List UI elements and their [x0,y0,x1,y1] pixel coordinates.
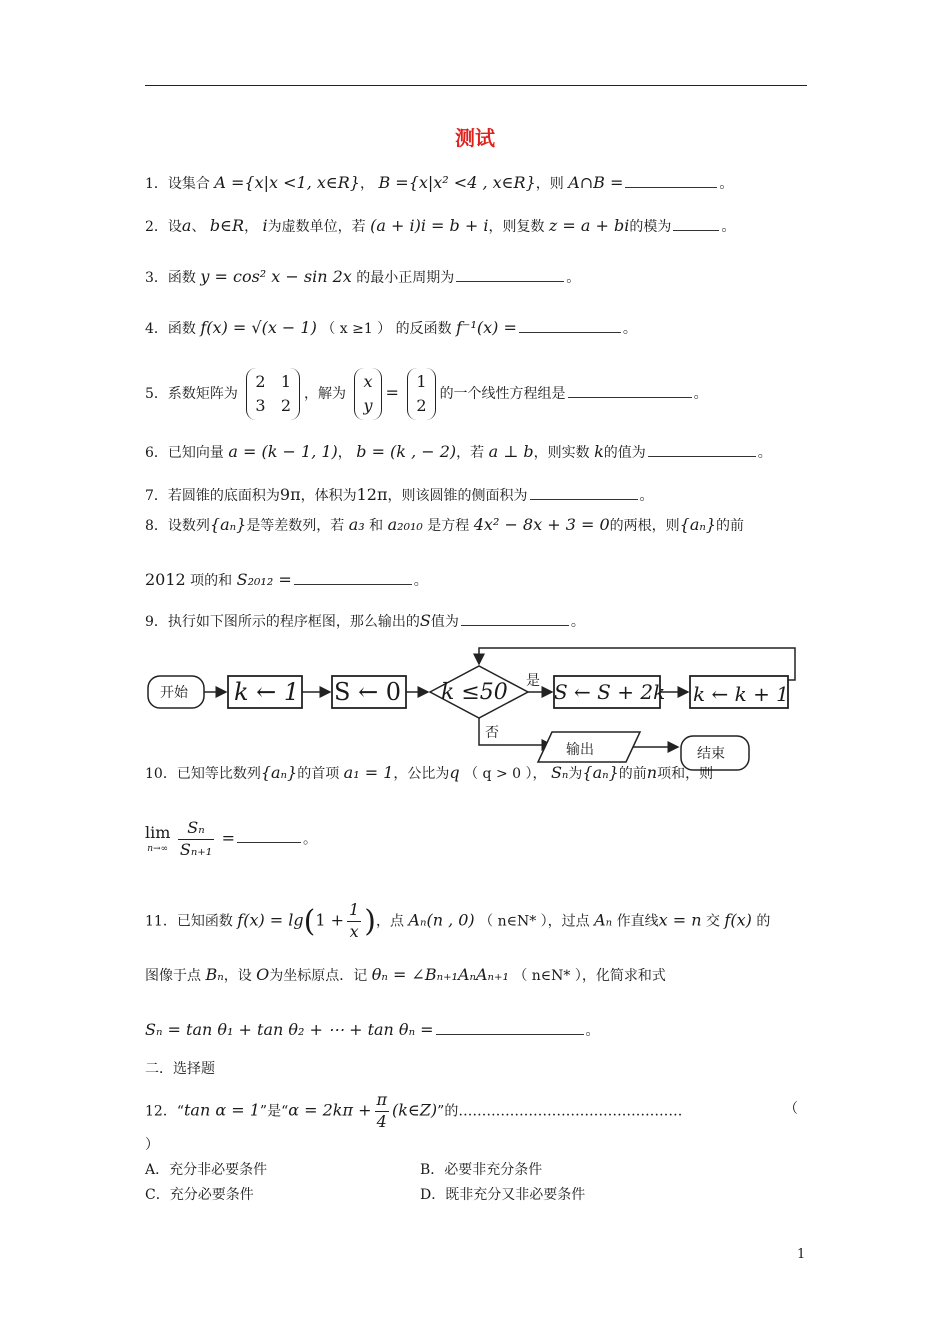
q8-text5: 的前 [716,518,745,534]
q2-i: i [262,216,268,235]
question-11 [145,900,770,943]
q2-equation: (a + i)i = b + i [370,216,489,235]
q8-a3: a₃ [348,515,365,534]
q3-text: 的最小正周期为 [356,270,455,286]
q11-condition: （ n∈N* ） [479,913,548,930]
output-label: 输出 [566,742,594,758]
limit-operator [145,823,170,855]
option-a[interactable]: A．充分非必要条件 [145,1162,268,1178]
q4-condition: （ x ≥1 ） [321,321,392,337]
start-label: 开始 [160,685,188,701]
q10-equals: = [221,828,236,848]
q1-set-b: B ={x|x² <4 , x∈R} [378,173,536,192]
vector-cell: 1 [416,372,427,391]
q10-text6: 项和，则 [657,766,714,782]
q6-text1: ，若 [456,445,485,461]
init-k-label: k ← 1 [234,678,300,706]
page-title: 测试 [455,126,495,150]
lim-text: lim [145,823,171,843]
end-label: 结束 [697,746,725,762]
q8-line2-text: 项的和 [190,573,233,589]
q11-text1: ，点 [375,913,404,930]
q6-text3: 的值为 [603,445,646,461]
question-10 [145,763,713,784]
fraction-numerator: π [375,1090,390,1112]
q8-text2: 和 [369,518,384,534]
q10-text2: ，公比为 [393,766,450,782]
q11-function: f(x) = lg [237,910,304,930]
q11-line2-text3: 为坐标原点．记 [269,968,368,984]
no-label: 否 [485,725,499,741]
vector-cell: 2 [416,396,427,415]
q2-label: 2．设 [145,219,182,235]
q8-text4: 的两根，则 [609,518,680,534]
answer-blank [237,841,301,843]
q10-q: q [449,763,460,782]
q1-label: 1．设集合 [145,176,210,192]
q3-end: 。 [566,270,581,286]
q8-label: 8．设数列 [145,518,210,534]
q12-text1: ”是“ [259,1103,289,1120]
page-number: 1 [797,1247,806,1262]
fraction-numerator: Sₙ [178,818,214,840]
q10-text4: 为 [568,766,583,782]
q8-sum: S₂₀₁₂ = [236,570,292,589]
q11-fraction [347,900,361,943]
q5-text1: ，解为 [304,386,347,402]
matrix-cell: 1 [280,372,292,391]
q4-label: 4．函数 [145,321,196,337]
q6-vector-b: b = (k , − 2) [356,442,457,461]
q12-condition-b: α = 2kπ + [288,1100,372,1120]
q10-sequence: {aₙ} [260,763,298,782]
q2-z: z = a + bi [548,216,630,235]
q3-label: 3．函数 [145,270,196,286]
q12-text2: ”的 [437,1103,459,1120]
q6-label: 6．已知向量 [145,445,224,461]
q11-end: 。 [585,1023,600,1039]
q10-end: 。 [303,831,318,848]
option-b[interactable]: B．必要非充分条件 [420,1162,543,1178]
q8-end: 。 [413,573,428,589]
q11-label: 11．已知函数 [145,913,233,930]
option-c[interactable]: C．充分必要条件 [145,1187,254,1203]
answer-paren-close: ） [145,1137,159,1153]
fraction-denominator: 4 [376,1111,387,1131]
init-s-label: S ← 0 [334,678,402,706]
q2-sep: 、 [191,219,206,235]
q11-origin: O [256,965,270,984]
q1-sep: ， [359,176,374,192]
q12-fraction [375,1090,390,1133]
q2-text1: 为虚数单位，若 [267,219,366,235]
q10-comma: ， [532,766,547,782]
q11-text3: 作直线 [616,913,659,930]
q11-sum: Sₙ = tan θ₁ + tan θ₂ + ⋯ + tan θₙ = [145,1020,434,1039]
q6-end: 。 [757,445,772,461]
q5-equals: = [385,383,399,402]
matrix-cell: 2 [280,396,292,415]
q8-text1: 是等差数列，若 [246,518,345,534]
paren-open: ( [303,903,316,939]
q11-text2: ，过点 [547,913,590,930]
q8-sequence2: {aₙ} [679,515,717,534]
q1-end: 。 [719,176,734,192]
q11-bn: Bₙ [205,965,224,984]
q10-a1: a₁ = 1 [343,763,394,782]
q6-vector-a: a = (k − 1, 1) [228,442,338,461]
paren-close: ) [364,903,376,939]
q11-theta: θₙ = ∠Bₙ₊₁AₙAₙ₊₁ [371,965,509,984]
lim-subscript: n→∞ [147,843,169,854]
q11-condition2: （ n∈N* ） [513,968,582,984]
q9-end: 。 [570,614,585,630]
yes-label: 是 [526,673,540,689]
question-11-line-3 [145,1020,600,1041]
answer-blank [436,1033,584,1035]
q11-inner: 1 + [315,910,345,930]
q2-a: a [181,216,192,235]
matrix-cell: 3 [255,396,266,415]
limit-fraction [178,818,214,861]
q10-sequence2: {aₙ} [582,763,619,782]
q9-text2: 值为 [430,614,459,630]
q4-inverse: f⁻¹(x) = [456,318,517,337]
q8-equation: 4x² − 8x + 3 = 0 [473,515,610,534]
q1-expr: A∩B = [568,173,624,192]
question-11-line-2 [145,965,666,986]
q3-expr: y = cos² x − sin 2x [200,267,352,286]
answer-paren-open: （ [784,1101,798,1117]
vector-cell: y [363,396,373,415]
q12-label: 12．“ [145,1103,184,1120]
q2-b: b∈R [209,216,245,235]
q11-text5: 的 [756,913,771,930]
q6-text2: ，则实数 [533,445,590,461]
condition-label: k ≤50 [441,680,508,705]
q5-label: 5．系数矩阵为 [145,386,238,402]
question-12 [145,1090,682,1133]
q2-comma: ， [244,219,259,235]
q11-an: Aₙ [594,910,613,930]
q2-text2: ，则复数 [488,219,545,235]
q7-end: 。 [639,488,654,504]
q10-sn: Sₙ [550,763,569,782]
q11-line: x = n [658,910,702,930]
q2-end: 。 [721,219,736,235]
q12-condition-c: (k∈Z) [392,1100,438,1120]
q8-a2010: a₂₀₁₀ [387,515,423,534]
q9-s: S [419,611,431,630]
fraction-numerator: 1 [347,900,361,922]
q11-line2-text2: ，设 [223,968,252,984]
update-s-label: S ← S + 2k [554,680,666,704]
q11-line2-text1: 图像于点 [145,968,201,984]
q7-value2: 12π [356,485,388,504]
q10-label: 10．已知等比数列 [145,766,261,782]
q10-n: n [646,763,658,782]
q7-value1: 9π [279,485,301,504]
matrix-cell: 2 [255,372,266,391]
q6-k: k [594,442,604,461]
q4-end: 。 [622,321,637,337]
q7-text3: ，则该圆锥的侧面积为 [387,488,528,504]
q1-set-a: A ={x|x <1, x∈R} [214,173,360,192]
question-10-limit [145,818,317,861]
q6-sep: ， [337,445,352,461]
q11-point-a: Aₙ(n , 0) [408,910,475,930]
q12-dots: ………………………………………… [458,1103,683,1120]
q8-text3: 是方程 [427,518,470,534]
q11-text4: 交 [705,913,720,930]
q5-end: 。 [693,386,708,402]
section-heading: 二．选择题 [145,1061,215,1077]
q10-text1: 的首项 [297,766,340,782]
q9-text: 9．执行如下图所示的程序框图，那么输出的 [145,614,420,630]
q8-sequence: {aₙ} [209,515,247,534]
fraction-denominator: Sₙ₊₁ [179,839,213,859]
q1-tail: ，则 [535,176,564,192]
q10-text5: 的前 [618,766,647,782]
q7-text2: ，体积为 [300,488,357,504]
q11-line2-text4: ，化简求和式 [581,968,666,984]
q6-perp: a ⊥ b [488,442,534,461]
q10-condition: （ q > 0 ） [464,766,533,782]
q4-text: 的反函数 [395,321,452,337]
update-k-label: k ← k + 1 [693,682,789,706]
q5-text2: 的一个线性方程组是 [439,386,566,402]
vector-cell: x [363,372,373,391]
option-d[interactable]: D．既非充分又非必要条件 [420,1187,586,1203]
q11-fx: f(x) [724,910,752,930]
q7-text1: 7．若圆锥的底面积为 [145,488,280,504]
q4-expr: f(x) = √(x − 1) [200,318,317,337]
q2-text3: 的模为 [629,219,672,235]
q8-count: 2012 [145,570,186,589]
q12-condition-a: tan α = 1 [183,1100,260,1120]
fraction-denominator: x [349,921,359,941]
